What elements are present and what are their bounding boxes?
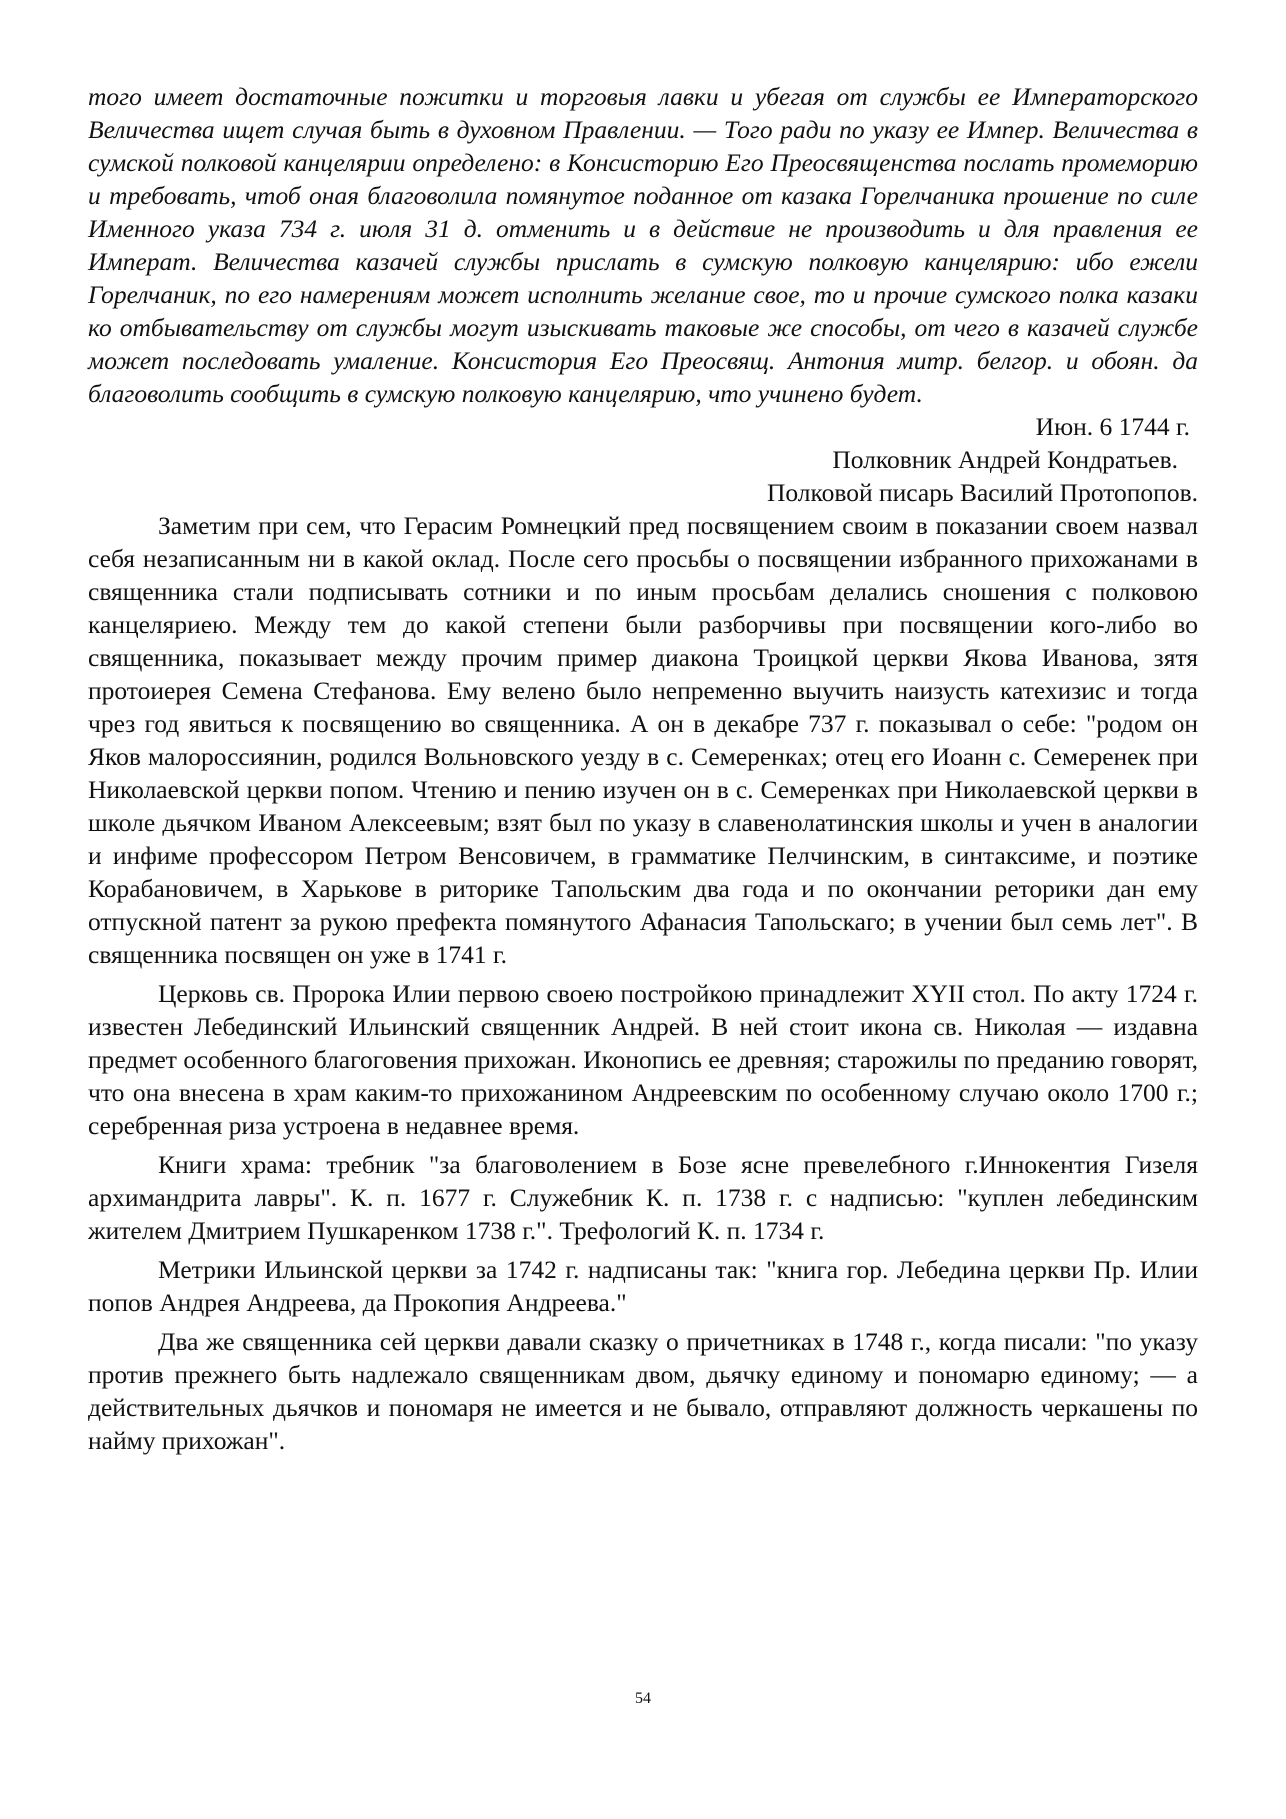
signature-date: Июн. 6 1744 г.: [1035, 412, 1190, 441]
body-paragraph-5: Два же священника сей церкви давали сказку о причетниках в 1748 г., когда писали: "по указу против прежнего быть надлежало священникам двом, дьячку единому и пономарю единому; — а действительных дьячков и пономаря не имеется и не бывало, отправляют должность черкашены по найму прихожан".: [88, 1327, 1198, 1455]
quoted-document-text: того имеет достаточные пожитки и торговыя лавки и убегая от службы ее Императорского Величества ищет случая быть в духовном Правлении. — Того ради по указу ее Импер. Величества в сумской полковой канцелярии определено: в Консисторию Его Преосвященства послать промеморию и требовать, чтоб оная благоволила помянутое поданное от казака Горелчаника прошение по силе Именного указа 734 г. июля 31 д. отменить и в действие не производить и для правления ее Императ. Величества казачей службы прислать в сумскую полковую канцелярию: ибо ежели Горелчаник, по его намерениям может исполнить желание свое, то и прочие сумского полка казаки ко отбывательству от службы могут изыскивать таковые же способы, от чего в казачей службе может последовать умаление. Консистория Его Преосвящ. Антония митр. белгор. и обоян. да благоволить сообщить в сумскую полковую канцелярию, что учинено будет.: [88, 82, 1198, 408]
signature-clerk: Полковой писарь Василий Протопопов.: [766, 478, 1198, 507]
page-number: 54: [635, 1690, 651, 1707]
signature-colonel: Полковник Андрей Кондратьев.: [832, 445, 1178, 474]
document-page: [88, 80, 1198, 1463]
body-paragraph-4: Метрики Ильинской церкви за 1742 г. надписаны так: "книга гор. Лебедина церкви Пр. Илии попов Андрея Андреева, да Прокопия Андреева.": [88, 1255, 1198, 1317]
body-paragraph-1: Заметим при сем, что Герасим Ромнецкий пред посвящением своим в показании своем назвал себя незаписанным ни в какой оклад. После сего просьбы о посвящении избранного прихожанами в священника стали подписывать сотники и по иным просьбам делались сношения с полковою канцеляриею. Между тем до какой степени были разборчивы при посвящении кого-либо во священника, показывает между прочим пример диакона Троицкой церкви Якова Иванова, зятя протоиерея Семена Стефанова. Ему велено было непременно выучить наизусть катехизис и тогда чрез год явиться к посвящению во священника. А он в декабре 737 г. показывал о себе: "родом он Яков малороссиянин, родился Вольновского уезду в с. Семеренках; отец его Иоанн с. Семеренек при Николаевской церкви попом. Чтению и пению изучен он в с. Семеренках при Николаевской церкви в школе дьячком Иваном Алексеевым; взят был по указу в славенолатинския школы и учен в аналогии и инфиме профессором Петром Венсовичем, в грамматике Пелчинским, в синтаксиме, и поэтике Корабановичем, в Харькове в риторике Тапольским два года и по окончании реторики дан ему отпускной патент за рукою префекта помянутого Афанасия Тапольскаго; в учении был семь лет". В священника посвящен он уже в 1741 г.: [88, 511, 1198, 969]
body-paragraph-3: Книги храма: требник "за благоволением в Бозе ясне превелебного г.Иннокентия Гизеля архимандрита лавры". К. п. 1677 г. Служебник К. п. 1738 г. с надписью: "куплен лебединским жителем Дмитрием Пушкаренком 1738 г.". Трефологий К. п. 1734 г.: [88, 1150, 1198, 1245]
body-paragraph-2: Церковь св. Пророка Илии первою своею постройкою принадлежит XYII стол. По акту 1724 г. известен Лебединский Ильинский священник Андрей. В ней стоит икона св. Николая — издавна предмет особенного благоговения прихожан. Иконопись ее древняя; старожилы по преданию говорят, что она внесена в храм каким-то прихожанином Андреевским по особенному случаю около 1700 г.; серебренная риза устроена в недавнее время.: [88, 979, 1198, 1140]
signature-block: [88, 410, 1198, 509]
